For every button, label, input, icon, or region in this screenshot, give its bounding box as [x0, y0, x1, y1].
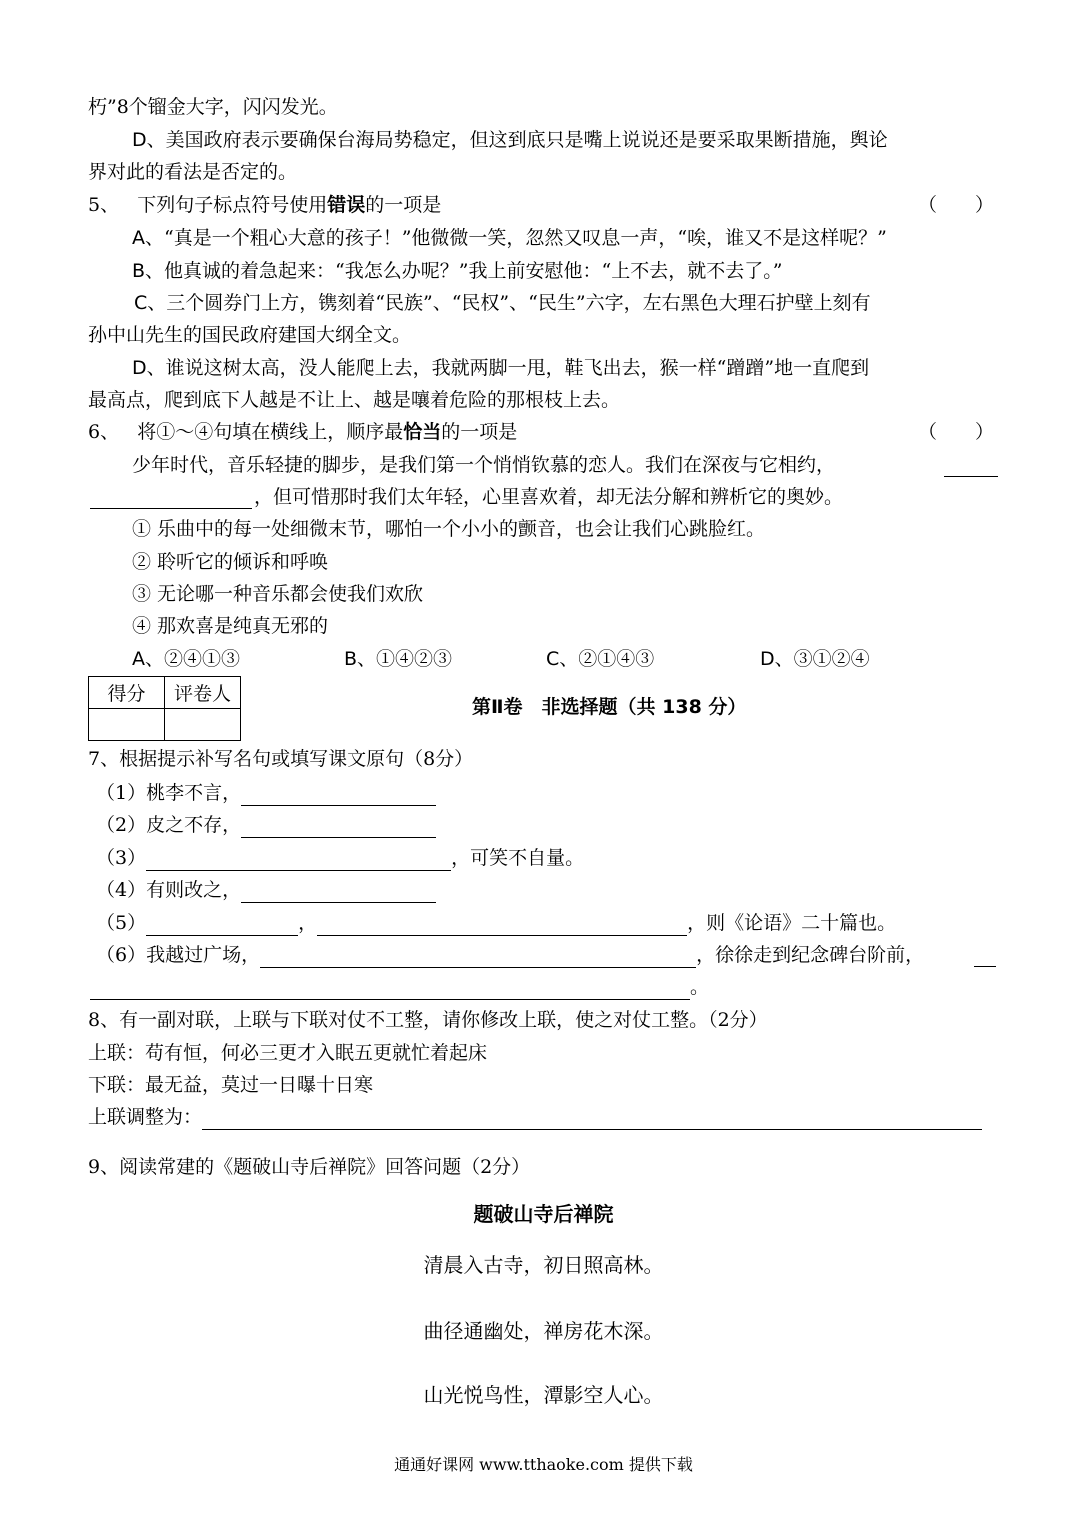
poem-line-1: 清晨入古寺，初日照高林。 [423, 1253, 664, 1277]
q8-upper-couplet: 上联：苟有恒，何必三更才入眠五更就忙着起床 [88, 1042, 488, 1064]
q7-line-1-text: （1）桃李不言， [96, 782, 242, 804]
poem-title: 题破山寺后禅院 [473, 1202, 614, 1226]
q7-stem: 7、根据提示补写名句或填写课文原句（8分） [88, 748, 474, 770]
q4-option-d [132, 127, 888, 153]
q6-option-c [546, 646, 654, 672]
q8-answer-label: 上联调整为： [88, 1106, 203, 1128]
q5-option-b-text: 、他真诚的着急起来：“我怎么办呢？”我上前安慰他：“上不去，就不去了。” [145, 260, 783, 282]
q4-option-d-cont: 界对此的看法是否定的。 [88, 161, 298, 183]
grader-cell[interactable] [165, 709, 241, 741]
q6-option-c-text: 、②①④③ [559, 648, 655, 670]
q7-blank-5a[interactable] [146, 915, 298, 936]
q5-option-c-text: 、三个圆券门上方，镌刻着“民族”、“民权”、“民生”六字，左右黑色大理石护壁上刻有 [147, 292, 871, 314]
score-table [88, 676, 241, 741]
q8-lower-couplet: 下联：最无益，莫过一日曝十日寒 [88, 1074, 374, 1096]
q7-blank-3[interactable] [146, 850, 451, 871]
q4-option-d-text: 、美国政府表示要确保台海局势稳定，但这到底只是嘴上说说还是要采取果断措施，舆论 [146, 129, 888, 151]
q7-line-2-text: （2）皮之不存， [96, 814, 242, 836]
q5-option-d-text: 、谁说这树太高，没人能爬上去，我就两脚一甩，鞋飞出去，猴一样“蹭蹭”地一直爬到 [146, 357, 870, 379]
q5-option-d-cont: 最高点，爬到底下人越是不让上、越是嚷着危险的那根枝上去。 [88, 389, 621, 411]
q5-stem-emphasis: 错误 [327, 194, 366, 216]
q6-item-2: ② 聆听它的倾诉和呼唤 [132, 551, 329, 573]
q5-number: 5、 [88, 194, 120, 216]
q6-option-d [760, 646, 870, 672]
page-footer: 通通好课网 www.tthaoke.com 提供下载 [394, 1455, 693, 1474]
q7-blank-5b[interactable] [317, 915, 687, 936]
q5-option-a [132, 225, 887, 251]
q5-option-d [132, 355, 869, 381]
q7-line-3 [96, 845, 584, 871]
grader-label: 评卷人 [165, 677, 241, 709]
q6-option-a-letter: A [132, 648, 145, 670]
q5-option-c-cont: 孙中山先生的国民政府建国大纲全文。 [88, 324, 412, 346]
q7-line-3-num: （3） [96, 847, 147, 869]
q7-line-5-text: ，则《论语》二十篇也。 [687, 912, 897, 934]
q6-stem-pre: 将①～④句填在横线上，顺序最 [137, 421, 404, 443]
q7-blank-6b[interactable] [90, 979, 690, 1000]
q7-blank-2[interactable] [241, 817, 436, 838]
q8-answer-blank[interactable] [202, 1109, 982, 1130]
q5-option-d-letter: D [132, 357, 147, 379]
q5-option-b [132, 258, 782, 284]
q4-option-d-letter: D [132, 129, 147, 151]
q6-option-c-letter: C [546, 648, 560, 670]
q6-option-d-letter: D [760, 648, 775, 670]
q6-option-a [132, 646, 240, 672]
q6-option-d-text: 、③①②④ [774, 648, 870, 670]
q7-line-5-comma: ， [298, 912, 318, 934]
q7-line-6 [96, 942, 924, 968]
q7-blank-1[interactable] [241, 785, 436, 806]
q8-answer-line [88, 1104, 982, 1130]
q7-line-5 [96, 910, 896, 936]
poem-line-2: 曲径通幽处，禅房花木深。 [423, 1319, 664, 1343]
q6-item-4: ④ 那欢喜是纯真无邪的 [132, 615, 329, 637]
q4-option-c-tail: 朽”8个镏金大字，闪闪发光。 [88, 96, 338, 118]
q7-line-6-end: 。 [690, 976, 710, 998]
q6-passage-line2: ，但可惜那时我们太年轻，心里喜欢着，却无法分解和辨析它的奥妙。 [254, 486, 844, 508]
q7-line-5-num: （5） [96, 912, 147, 934]
q6-number: 6、 [88, 421, 120, 443]
q6-answer-paren: （ ） [918, 421, 995, 443]
q6-stem-emphasis: 恰当 [403, 421, 442, 443]
q5-option-a-letter: A [132, 227, 145, 249]
q6-passage-line1: 少年时代，音乐轻捷的脚步，是我们第一个悄悄钦慕的恋人。我们在深夜与它相约， [132, 454, 836, 476]
q7-line-6-cont [90, 974, 709, 1000]
q6-option-b-letter: B [344, 648, 358, 670]
q7-blank-4[interactable] [241, 882, 436, 903]
poem-line-3: 山光悦鸟性，潭影空人心。 [423, 1383, 664, 1407]
q6-stem [88, 419, 517, 445]
q6-blank-part2[interactable] [90, 488, 252, 509]
score-label: 得分 [89, 677, 165, 709]
q6-item-1: ① 乐曲中的每一处细微末节，哪怕一个小小的颤音，也会让我们心跳脸红。 [132, 518, 766, 540]
q5-stem-post: 的一项是 [365, 194, 442, 216]
q7-line-3-text: ，可笑不自量。 [451, 847, 585, 869]
q5-stem-pre: 下列句子标点符号使用 [137, 194, 328, 216]
q6-blank-part1[interactable] [944, 456, 998, 477]
q5-option-c [134, 290, 871, 316]
q6-option-b-text: 、①④②③ [357, 648, 453, 670]
q6-option-a-text: 、②④①③ [145, 648, 241, 670]
q7-line-4 [96, 877, 436, 903]
q5-option-b-letter: B [132, 260, 146, 282]
q6-option-b [344, 646, 452, 672]
q7-blank-6b-start[interactable] [974, 946, 996, 967]
section-2-title: 第Ⅱ卷 非选择题（共 138 分） [472, 696, 747, 718]
q6-stem-post: 的一项是 [441, 421, 518, 443]
q9-stem: 9、阅读常建的《题破山寺后禅院》回答问题（2分） [88, 1156, 531, 1178]
q6-item-3: ③ 无论哪一种音乐都会使我们欢欣 [132, 583, 424, 605]
q7-line-1 [96, 780, 436, 806]
q7-line-2 [96, 812, 436, 838]
q8-stem: 8、有一副对联，上联与下联对仗不工整，请你修改上联，使之对仗工整。（2分） [88, 1009, 768, 1031]
q7-blank-6a[interactable] [260, 947, 696, 968]
q5-option-a-text: 、“真是一个粗心大意的孩子！”他微微一笑，忽然又叹息一声，“唉，谁又不是这样呢？” [145, 227, 887, 249]
q5-stem [88, 192, 441, 218]
q7-line-6-mid: ，徐徐走到纪念碑台阶前， [696, 944, 925, 966]
q7-line-4-text: （4）有则改之， [96, 879, 242, 901]
score-cell[interactable] [89, 709, 165, 741]
q5-answer-paren: （ ） [918, 194, 995, 216]
q5-option-c-letter: C [134, 292, 148, 314]
q7-line-6-text: （6）我越过广场， [96, 944, 261, 966]
